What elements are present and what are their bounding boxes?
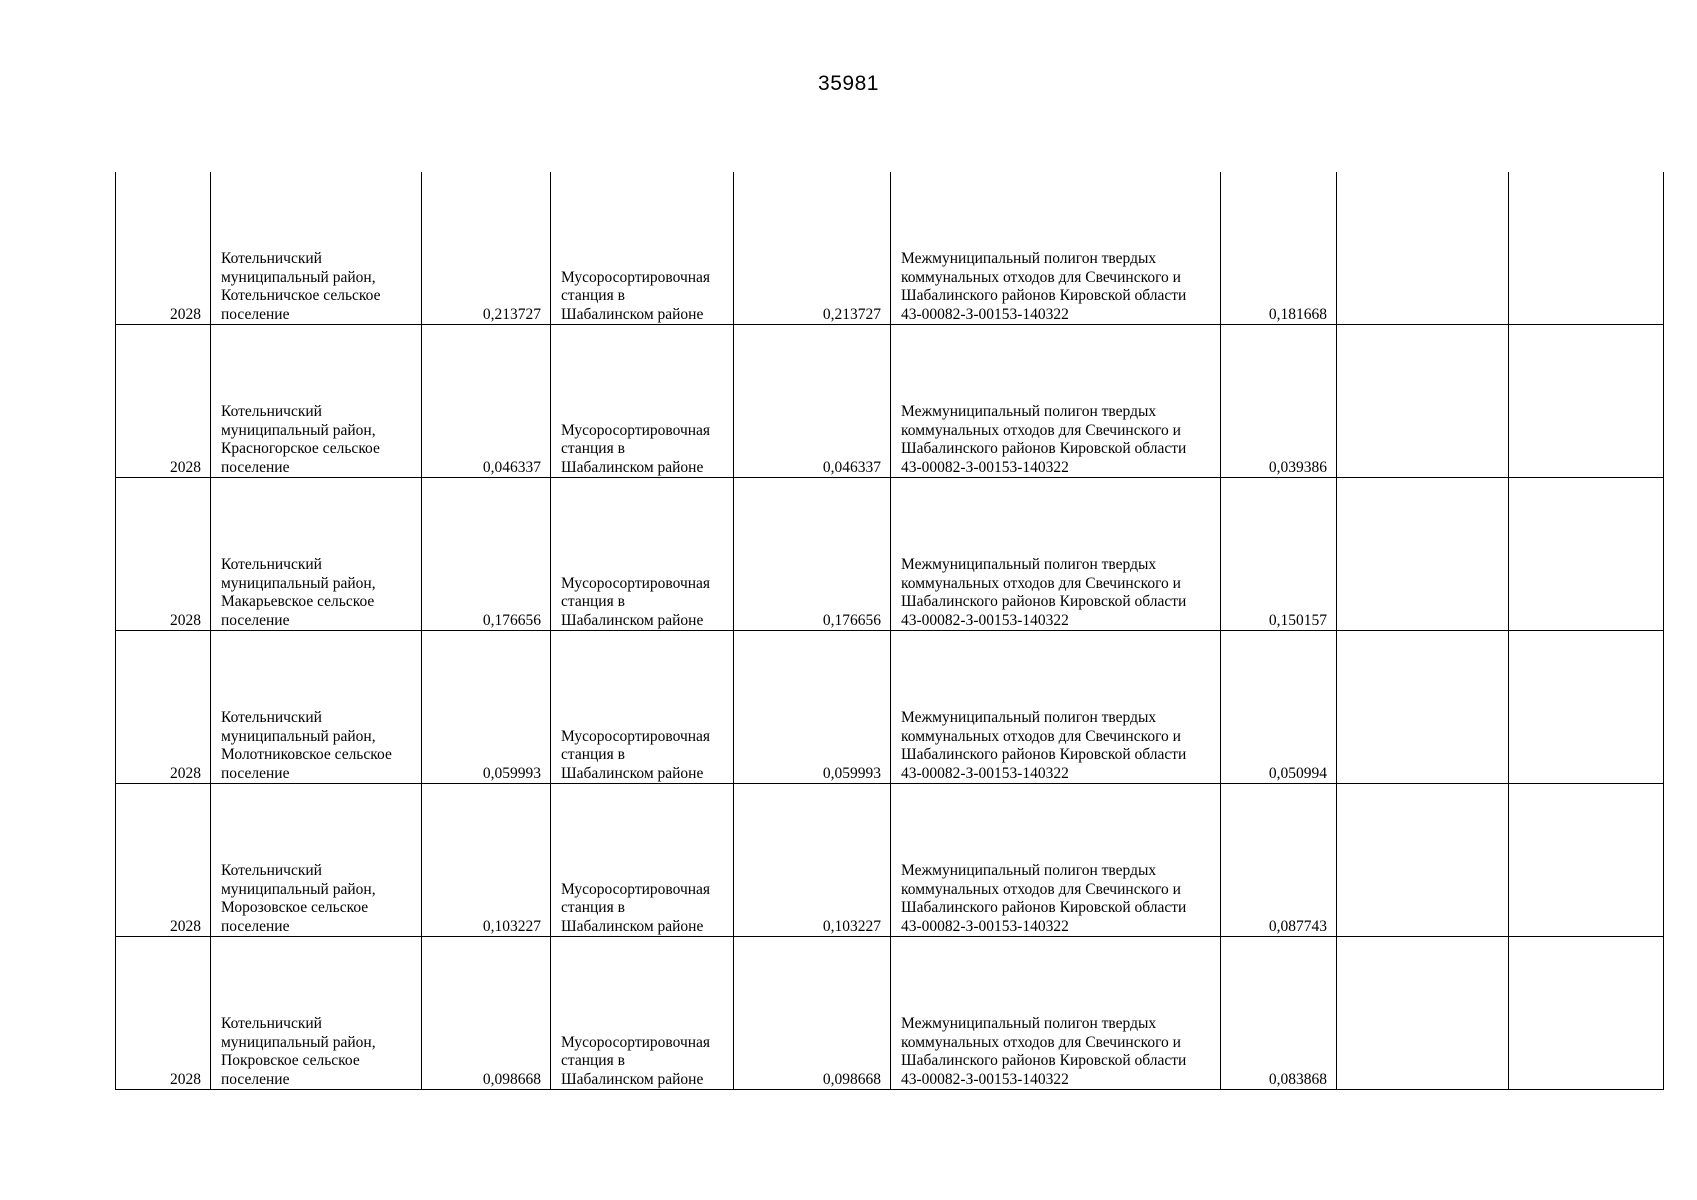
mass-to-destination-cell: 0,087743 (1221, 784, 1337, 937)
waste-flow-table (115, 172, 1664, 1090)
mass-to-facility-cell: 0,098668 (734, 937, 891, 1090)
empty-cell (1337, 325, 1509, 478)
destination-cell: Межмуниципальный полигон твердых коммунальных отходов для Свечинского и Шабалинского районов Кировской области 43-00082-З-00153-140322 (891, 784, 1221, 937)
destination-cell: Межмуниципальный полигон твердых коммунальных отходов для Свечинского и Шабалинского районов Кировской области 43-00082-З-00153-140322 (891, 937, 1221, 1090)
empty-cell (1337, 631, 1509, 784)
year-cell: 2028 (116, 172, 211, 325)
mass-generated-cell: 0,213727 (422, 172, 551, 325)
mass-generated-cell: 0,103227 (422, 784, 551, 937)
mass-generated-cell: 0,046337 (422, 325, 551, 478)
mass-to-destination-cell: 0,039386 (1221, 325, 1337, 478)
empty-cell (1337, 478, 1509, 631)
facility-cell: Мусоросортировочная станция в Шабалинском районе (551, 172, 734, 325)
empty-cell (1337, 172, 1509, 325)
facility-cell: Мусоросортировочная станция в Шабалинском районе (551, 631, 734, 784)
destination-cell: Межмуниципальный полигон твердых коммунальных отходов для Свечинского и Шабалинского районов Кировской области 43-00082-З-00153-140322 (891, 172, 1221, 325)
mass-to-destination-cell: 0,050994 (1221, 631, 1337, 784)
table-row (116, 937, 1664, 1090)
mass-to-facility-cell: 0,103227 (734, 784, 891, 937)
year-cell: 2028 (116, 631, 211, 784)
page-number: 35981 (818, 72, 879, 95)
facility-cell: Мусоросортировочная станция в Шабалинском районе (551, 478, 734, 631)
mass-to-facility-cell: 0,059993 (734, 631, 891, 784)
source-cell: Котельничский муниципальный район, Макарьевское сельское поселение (211, 478, 422, 631)
empty-cell (1509, 172, 1664, 325)
mass-to-facility-cell: 0,176656 (734, 478, 891, 631)
empty-cell (1509, 937, 1664, 1090)
source-cell: Котельничский муниципальный район, Молотниковское сельское поселение (211, 631, 422, 784)
facility-cell: Мусоросортировочная станция в Шабалинском районе (551, 325, 734, 478)
table-row (116, 325, 1664, 478)
mass-to-facility-cell: 0,213727 (734, 172, 891, 325)
year-cell: 2028 (116, 478, 211, 631)
mass-to-destination-cell: 0,181668 (1221, 172, 1337, 325)
table-body (116, 172, 1664, 1090)
empty-cell (1337, 937, 1509, 1090)
table-row (116, 172, 1664, 325)
mass-generated-cell: 0,059993 (422, 631, 551, 784)
mass-to-destination-cell: 0,083868 (1221, 937, 1337, 1090)
facility-cell: Мусоросортировочная станция в Шабалинском районе (551, 784, 734, 937)
table-row (116, 784, 1664, 937)
empty-cell (1509, 784, 1664, 937)
empty-cell (1509, 478, 1664, 631)
source-cell: Котельничский муниципальный район, Покровское сельское поселение (211, 937, 422, 1090)
empty-cell (1509, 325, 1664, 478)
source-cell: Котельничский муниципальный район, Котельничское сельское поселение (211, 172, 422, 325)
mass-to-facility-cell: 0,046337 (734, 325, 891, 478)
table-row (116, 478, 1664, 631)
year-cell: 2028 (116, 784, 211, 937)
destination-cell: Межмуниципальный полигон твердых коммунальных отходов для Свечинского и Шабалинского районов Кировской области 43-00082-З-00153-140322 (891, 325, 1221, 478)
destination-cell: Межмуниципальный полигон твердых коммунальных отходов для Свечинского и Шабалинского районов Кировской области 43-00082-З-00153-140322 (891, 631, 1221, 784)
mass-to-destination-cell: 0,150157 (1221, 478, 1337, 631)
mass-generated-cell: 0,098668 (422, 937, 551, 1090)
source-cell: Котельничский муниципальный район, Морозовское сельское поселение (211, 784, 422, 937)
table-row (116, 631, 1664, 784)
empty-cell (1509, 631, 1664, 784)
year-cell: 2028 (116, 937, 211, 1090)
source-cell: Котельничский муниципальный район, Красногорское сельское поселение (211, 325, 422, 478)
facility-cell: Мусоросортировочная станция в Шабалинском районе (551, 937, 734, 1090)
year-cell: 2028 (116, 325, 211, 478)
mass-generated-cell: 0,176656 (422, 478, 551, 631)
empty-cell (1337, 784, 1509, 937)
destination-cell: Межмуниципальный полигон твердых коммунальных отходов для Свечинского и Шабалинского районов Кировской области 43-00082-З-00153-140322 (891, 478, 1221, 631)
